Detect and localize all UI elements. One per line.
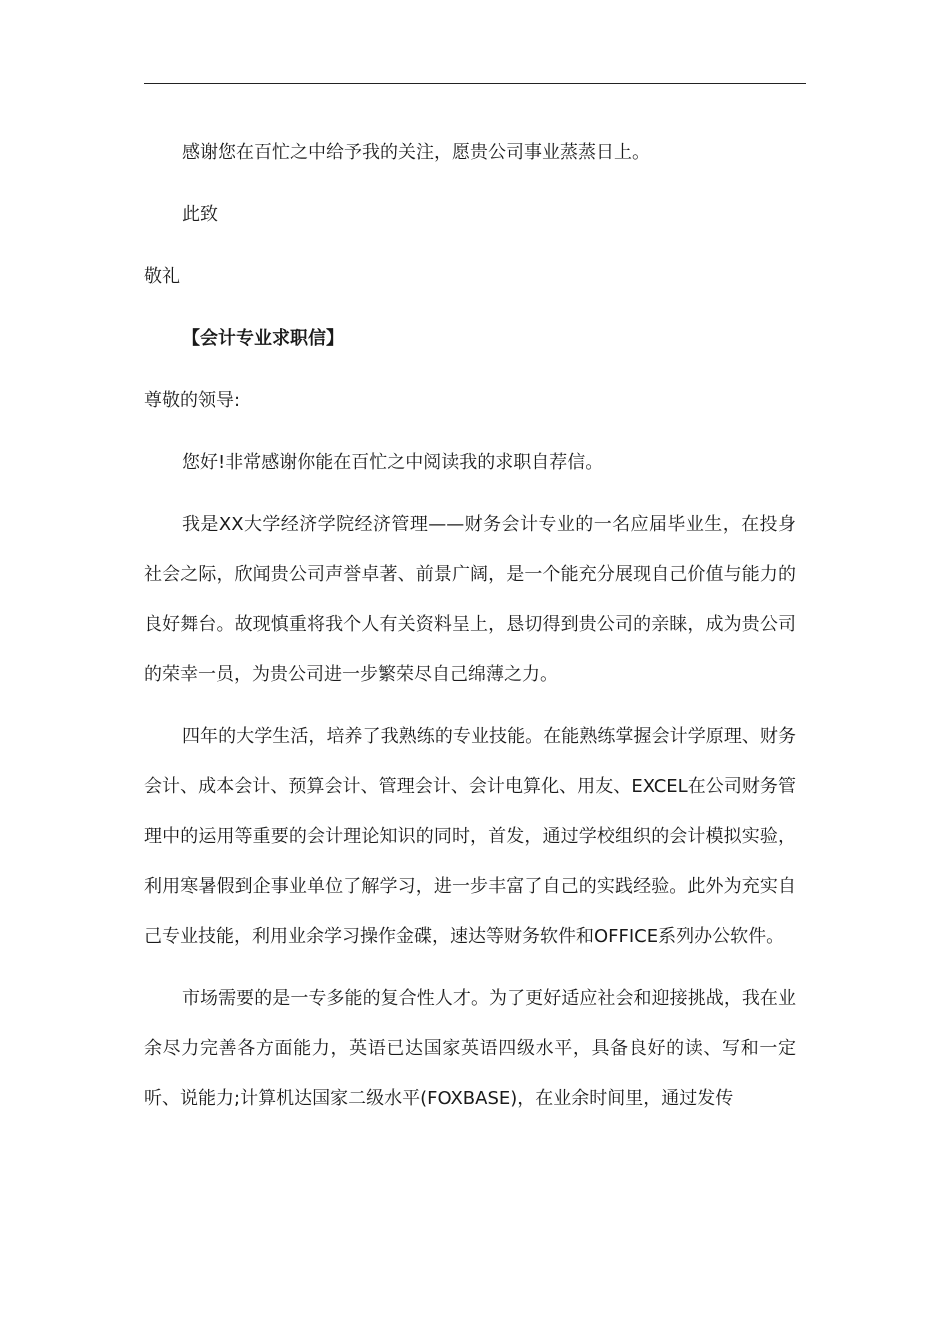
letter-paragraph: 我是XX大学经济学院经济管理——财务会计专业的一名应届毕业生，在投身社会之际，欣闻贵公司声誉卓著、前景广阔，是一个能充分展现自己价值与能力的良好舞台。故现慎重将我个人有关资料呈上，恳切得到贵公司的亲睐，成为贵公司的荣幸一员，为贵公司进一步繁荣尽自己绵薄之力。 [144, 514, 796, 685]
document-body [144, 128, 796, 1124]
letter-salutation: 尊敬的领导: [144, 390, 241, 411]
letter-title: 【会计专业求职信】 [182, 328, 344, 349]
closing-cizhi: 此致 [182, 204, 218, 225]
closing-jingli: 敬礼 [144, 266, 180, 287]
letter-paragraph: 四年的大学生活，培养了我熟练的专业技能。在能熟练掌握会计学原理、财务会计、成本会计、预算会计、管理会计、会计电算化、用友、EXCEL在公司财务管理中的运用等重要的会计理论知识的同时，首发，通过学校组织的会计模拟实验，利用寒暑假到企事业单位了解学习，进一步丰富了自己的实践经验。此外为充实自己专业技能，利用业余学习操作金碟，速达等财务软件和OFFICE系列办公软件。 [144, 726, 796, 947]
closing-thanks: 感谢您在百忙之中给予我的关注，愿贵公司事业蒸蒸日上。 [182, 142, 650, 163]
letter-paragraph: 市场需要的是一专多能的复合性人才。为了更好适应社会和迎接挑战，我在业余尽力完善各方面能力，英语已达国家英语四级水平，具备良好的读、写和一定听、说能力;计算机达国家二级水平(FOXBASE)，在业余时间里，通过发传 [144, 988, 796, 1109]
header-rule [144, 83, 806, 84]
letter-greeting: 您好!非常感谢你能在百忙之中阅读我的求职自荐信。 [182, 452, 604, 473]
